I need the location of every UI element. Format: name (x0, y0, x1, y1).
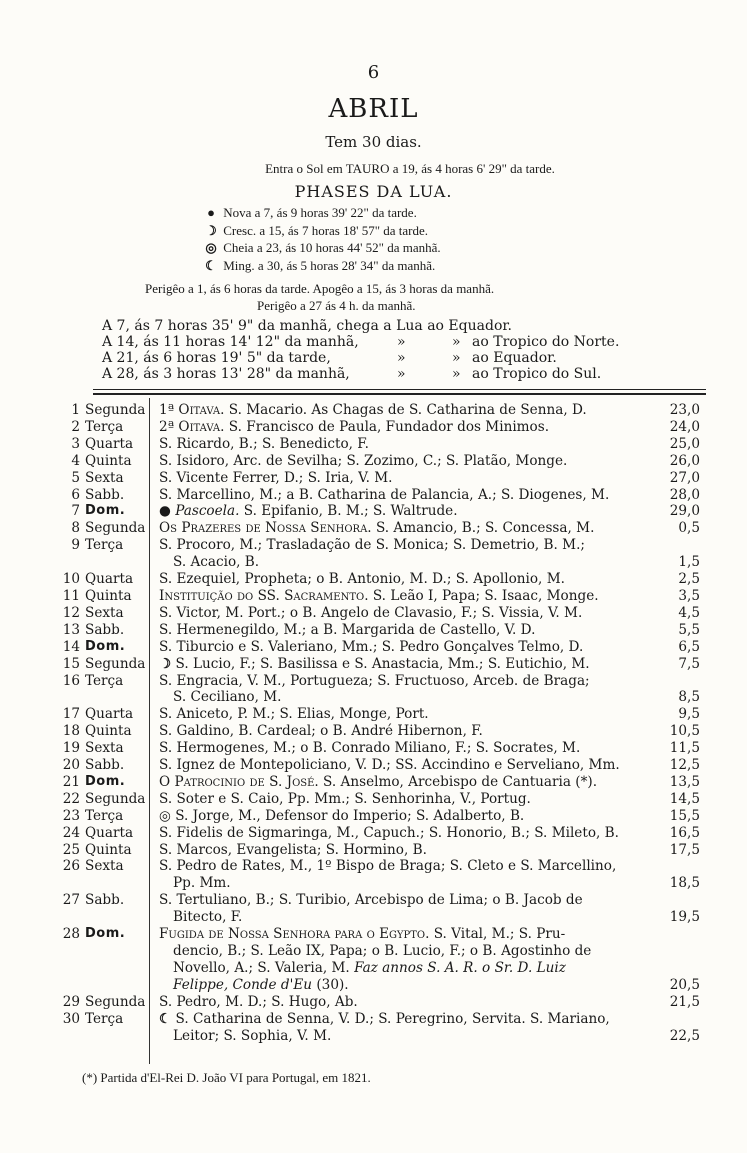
equator-passage-a: A 21, ás 6 horas 19' 5" da tarde, (102, 350, 331, 366)
equator-passage-b: ao Tropico do Norte. (472, 334, 620, 350)
day-row (40, 842, 700, 859)
day-number: 19 (62, 740, 80, 757)
day-number: 8 (71, 520, 80, 537)
page-title: ABRIL (328, 94, 419, 124)
day-value: 4,5 (678, 604, 700, 621)
weekday: Sexta (85, 469, 124, 486)
day-number: 9 (71, 537, 80, 554)
day-row (40, 622, 700, 639)
day-row (40, 588, 700, 605)
day-value: 23,0 (669, 402, 700, 418)
saints-text (159, 588, 639, 605)
weekday: Terça (85, 418, 124, 435)
day-row (40, 487, 700, 504)
saints-line: S. Pedro de Rates, M., 1º Bispo de Braga; S. Cleto e S. Marcellino, (159, 858, 617, 875)
day-number: 23 (62, 807, 80, 824)
weekday: Quarta (85, 824, 134, 841)
weekday: Segunda (85, 655, 146, 672)
day-value: 11,5 (669, 740, 700, 757)
saints-text (159, 470, 639, 487)
saints-text (159, 858, 639, 892)
saints-line: S. Ceciliano, M. (173, 689, 282, 706)
day-number: 21 (62, 773, 80, 790)
day-number: 25 (62, 841, 80, 858)
day-row (40, 402, 700, 419)
day-row (40, 825, 700, 842)
day-row (40, 926, 700, 994)
equator-passage-row (102, 350, 642, 366)
day-row (40, 419, 700, 436)
day-number: 18 (62, 723, 80, 740)
saints-text (159, 537, 639, 571)
full-moon-icon: ◎ (205, 240, 217, 255)
weekday: Segunda (85, 993, 146, 1010)
equator-passage-row (102, 366, 642, 382)
equator-passage-b: ao Equador. (472, 350, 557, 366)
equator-passage-a: A 14, ás 11 horas 14' 12" da manhã, (102, 334, 359, 350)
day-value: 3,5 (678, 587, 700, 604)
day-value: 5,5 (678, 621, 700, 638)
saints-line: S. Tiburcio e S. Valeriano, Mm.; S. Pedro Gonçalves Telmo, D. (159, 638, 584, 655)
weekday: Sexta (85, 604, 124, 621)
saints-line: S. Hermenegildo, M.; a B. Margarida de Castello, V. D. (159, 621, 536, 638)
saints-line: S. Aniceto, P. M.; S. Elias, Monge, Port. (159, 706, 429, 723)
day-row (40, 723, 700, 740)
day-row (40, 470, 700, 487)
saints-text (159, 402, 639, 419)
weekday: Dom. (85, 503, 126, 519)
weekday: Dom. (85, 773, 126, 789)
saints-line: S. Acacio, B. (173, 554, 260, 571)
day-number: 27 (62, 892, 80, 909)
saints-line: O Patrocinio de S. José. S. Anselmo, Arcebispo de Cantuaria (*). (159, 773, 598, 790)
day-number: 2 (71, 418, 80, 435)
weekday: Sabb. (85, 621, 125, 638)
page-number: 6 (367, 62, 380, 83)
saints-text (159, 520, 639, 537)
day-row (40, 1011, 700, 1045)
day-row (40, 706, 700, 723)
equator-passage-q1: » (397, 334, 406, 350)
saints-text (159, 926, 639, 994)
day-number: 3 (71, 435, 80, 452)
calendar-table (40, 402, 700, 1044)
weekday: Sabb. (85, 892, 125, 909)
weekday: Dom. (85, 926, 126, 942)
day-value: 2,5 (678, 571, 700, 588)
weekday: Quinta (85, 841, 132, 858)
day-row (40, 774, 700, 791)
weekday: Quarta (85, 435, 134, 452)
saints-line: 2ª Oitava. S. Francisco de Paula, Fundador dos Minimos. (159, 418, 550, 435)
days-count: Tem 30 dias. (325, 133, 422, 151)
saints-text (159, 774, 639, 791)
saints-line: S. Tertuliano, B.; S. Turibio, Arcebispo de Lima; o B. Jacob de (159, 892, 583, 909)
saints-text (159, 808, 639, 825)
saints-text (159, 740, 639, 757)
equator-passages (102, 318, 642, 382)
moon-phases-list (202, 204, 441, 274)
weekday: Quinta (85, 723, 132, 740)
day-value: 29,0 (669, 503, 700, 520)
day-row (40, 520, 700, 537)
day-value: 8,5 (678, 689, 700, 706)
saints-text (159, 706, 639, 723)
sun-entry-note: Entra o Sol em TAURO a 19, ás 4 horas 6' 29" da tarde. (265, 161, 555, 176)
saints-line: S. Pedro, M. D.; S. Hugo, Ab. (159, 993, 358, 1010)
day-value: 15,5 (669, 807, 700, 824)
saints-text (159, 622, 639, 639)
saints-text (159, 892, 639, 926)
saints-text (159, 436, 639, 453)
day-value: 1,5 (678, 554, 700, 571)
day-row (40, 994, 700, 1011)
weekday: Quinta (85, 452, 132, 469)
day-number: 29 (62, 993, 80, 1010)
saints-line: S. Procoro, M.; Trasladação de S. Monica; S. Demetrio, B. M.; (159, 537, 585, 554)
moon-phase-row (202, 257, 441, 275)
moon-phase-text: Cresc. a 15, ás 7 horas 18' 57" da tarde. (220, 222, 429, 238)
day-value: 14,5 (669, 790, 700, 807)
saints-text (159, 791, 639, 808)
weekday: Sabb. (85, 757, 125, 774)
weekday: Segunda (85, 402, 146, 418)
day-value: 22,5 (669, 1027, 700, 1044)
day-number: 1 (71, 402, 80, 418)
day-row (40, 605, 700, 622)
saints-line: S. Vicente Ferrer, D.; S. Iria, V. M. (159, 469, 393, 486)
day-number: 20 (62, 757, 80, 774)
day-row (40, 757, 700, 774)
last-quarter-moon-icon: ☾ (205, 257, 217, 273)
saints-line: ● Pascoela. S. Epifanio, B. M.; S. Waltrude. (159, 503, 458, 520)
day-number: 16 (62, 672, 80, 689)
weekday: Terça (85, 537, 124, 554)
day-value: 20,5 (669, 976, 700, 993)
weekday: Sabb. (85, 486, 125, 503)
day-value: 25,0 (669, 435, 700, 452)
saints-line: Fugida de Nossa Senhora para o Egypto. S. Vital, M.; S. Pru- (159, 926, 566, 943)
saints-line: S. Engracia, V. M., Portugueza; S. Fructuoso, Arceb. de Braga; (159, 672, 590, 689)
saints-text (159, 825, 639, 842)
moon-phase-text: Cheia a 23, ás 10 horas 44' 52" da manhã. (220, 240, 441, 255)
day-number: 17 (62, 706, 80, 723)
saints-line: S. Hermogenes, M.; o B. Conrado Miliano, F.; S. Socrates, M. (159, 740, 581, 757)
day-number: 12 (62, 604, 80, 621)
divider (93, 389, 706, 390)
day-number: 7 (71, 503, 80, 520)
weekday: Terça (85, 672, 124, 689)
weekday: Quarta (85, 706, 134, 723)
day-value: 21,5 (669, 993, 700, 1010)
day-value: 13,5 (669, 773, 700, 790)
perigee-apogee-line: Perigêo a 1, ás 6 horas da tarde. Apogêo a 15, ás 3 horas da manhã. (145, 281, 495, 296)
day-number: 6 (71, 486, 80, 503)
day-value: 6,5 (678, 638, 700, 655)
saints-line: S. Galdino, B. Cardeal; o B. André Hibernon, F. (159, 723, 483, 740)
saints-line: S. Marcellino, M.; a B. Catharina de Palancia, A.; S. Diogenes, M. (159, 486, 610, 503)
divider (93, 393, 706, 395)
saints-line: dencio, B.; S. Leão IX, Papa; o B. Lucio, F.; o B. Agostinho de (173, 943, 592, 959)
day-row (40, 808, 700, 825)
saints-line: S. Soter e S. Caio, Pp. Mm.; S. Senhorinha, V., Portug. (159, 790, 531, 807)
day-number: 30 (62, 1010, 80, 1027)
weekday: Quarta (85, 571, 134, 588)
weekday: Terça (85, 1010, 124, 1027)
day-row (40, 453, 700, 470)
equator-passage-row (102, 318, 642, 334)
day-value: 16,5 (669, 824, 700, 841)
equator-passage-a: A 7, ás 7 horas 35' 9" da manhã, chega a Lua ao Equador. (102, 318, 512, 334)
saints-text (159, 503, 639, 520)
moon-phase-text: Ming. a 30, ás 5 horas 28' 34" da manhã. (220, 257, 436, 273)
saints-line: Instituição do SS. Sacramento. S. Leão I, Papa; S. Isaac, Monge. (159, 587, 599, 604)
day-value: 12,5 (669, 757, 700, 774)
new-moon-icon: ● (207, 205, 215, 220)
first-quarter-moon-icon: ☽ (205, 222, 217, 238)
saints-line: Os Prazeres de Nossa Senhora. S. Amancio, B.; S. Concessa, M. (159, 520, 595, 537)
equator-passage-q1: » (397, 350, 406, 366)
equator-passage-q1: » (397, 366, 406, 382)
weekday: Segunda (85, 790, 146, 807)
day-row (40, 858, 700, 892)
saints-line: S. Fidelis de Sigmaringa, M., Capuch.; S. Honorio, B.; S. Mileto, B. (159, 824, 619, 841)
weekday: Segunda (85, 520, 146, 537)
day-number: 5 (71, 469, 80, 486)
saints-text (159, 605, 639, 622)
saints-text (159, 656, 639, 673)
equator-passage-q2: » (452, 366, 461, 382)
day-number: 14 (62, 638, 80, 655)
equator-passage-row (102, 334, 642, 350)
day-value: 19,5 (669, 909, 700, 926)
day-row (40, 892, 700, 926)
day-row (40, 639, 700, 656)
day-value: 27,0 (669, 469, 700, 486)
day-row (40, 436, 700, 453)
day-value: 0,5 (678, 520, 700, 537)
saints-line: Felippe, Conde d'Eu (30). (173, 976, 349, 993)
saints-line: 1ª Oitava. S. Macario. As Chagas de S. Catharina de Senna, D. (159, 402, 587, 418)
weekday: Sexta (85, 858, 124, 875)
weekday: Dom. (85, 638, 126, 654)
saints-text (159, 1011, 639, 1045)
saints-text (159, 842, 639, 859)
day-row (40, 656, 700, 673)
moon-phases-heading: PHASES DA LUA. (294, 182, 453, 201)
moon-phase-row (202, 204, 441, 222)
day-value: 17,5 (669, 841, 700, 858)
day-row (40, 537, 700, 571)
saints-line: ☾ S. Catharina de Senna, V. D.; S. Peregrino, Servita. S. Mariano, (159, 1010, 610, 1027)
day-row (40, 571, 700, 588)
saints-text (159, 571, 639, 588)
day-number: 4 (71, 452, 80, 469)
saints-line: S. Isidoro, Arc. de Sevilha; S. Zozimo, C.; S. Platão, Monge. (159, 452, 568, 469)
saints-line: S. Marcos, Evangelista; S. Hormino, B. (159, 841, 427, 858)
footnote: (*) Partida d'El-Rei D. João VI para Portugal, em 1821. (82, 1070, 371, 1085)
weekday: Quinta (85, 587, 132, 604)
day-number: 22 (62, 790, 80, 807)
day-value: 26,0 (669, 452, 700, 469)
saints-line: ☽ S. Lucio, F.; S. Basilissa e S. Anastacia, Mm.; S. Eutichio, M. (159, 655, 590, 672)
saints-line: Leitor; S. Sophia, V. M. (173, 1027, 332, 1044)
day-value: 18,5 (669, 875, 700, 892)
day-row (40, 503, 700, 520)
saints-line: S. Ignez de Montepoliciano, V. D.; SS. Accindino e Serveliano, Mm. (159, 757, 620, 774)
day-number: 13 (62, 621, 80, 638)
saints-text (159, 487, 639, 504)
day-number: 15 (62, 655, 80, 672)
day-number: 24 (62, 824, 80, 841)
day-value: 24,0 (669, 418, 700, 435)
equator-passage-q2: » (452, 350, 461, 366)
saints-text (159, 757, 639, 774)
equator-passage-b: ao Tropico do Sul. (472, 366, 602, 382)
equator-passage-a: A 28, ás 3 horas 13' 28" da manhã, (102, 366, 350, 382)
day-row (40, 673, 700, 707)
day-value: 9,5 (678, 706, 700, 723)
weekday: Terça (85, 807, 124, 824)
saints-text (159, 453, 639, 470)
day-row (40, 740, 700, 757)
perigee-line: Perigêo a 27 ás 4 h. da manhã. (257, 298, 416, 313)
saints-line: Pp. Mm. (173, 875, 231, 892)
saints-text (159, 639, 639, 656)
saints-text (159, 723, 639, 740)
day-number: 11 (62, 587, 80, 604)
equator-passage-q2: » (452, 334, 461, 350)
day-value: 7,5 (678, 655, 700, 672)
saints-line: ◎ S. Jorge, M., Defensor do Imperio; S. Adalberto, B. (159, 807, 525, 824)
saints-text (159, 419, 639, 436)
saints-line: Bitecto, F. (173, 909, 243, 926)
day-value: 10,5 (669, 723, 700, 740)
saints-line: Novello, A.; S. Valeria, M. Faz annos S. A. R. o Sr. D. Luiz (173, 959, 566, 976)
saints-line: S. Ricardo, B.; S. Benedicto, F. (159, 435, 369, 452)
saints-text (159, 994, 639, 1011)
saints-text (159, 673, 639, 707)
day-row (40, 791, 700, 808)
saints-line: S. Ezequiel, Propheta; o B. Antonio, M. D.; S. Apollonio, M. (159, 571, 565, 588)
day-number: 28 (62, 926, 80, 943)
day-number: 26 (62, 858, 80, 875)
weekday: Sexta (85, 740, 124, 757)
day-number: 10 (62, 571, 80, 588)
moon-phase-row (202, 239, 441, 257)
moon-phase-row (202, 222, 441, 240)
day-value: 28,0 (669, 486, 700, 503)
saints-line: S. Victor, M. Port.; o B. Angelo de Clavasio, F.; S. Vissia, V. M. (159, 604, 583, 621)
moon-phase-text: Nova a 7, ás 9 horas 39' 22" da tarde. (220, 205, 417, 220)
